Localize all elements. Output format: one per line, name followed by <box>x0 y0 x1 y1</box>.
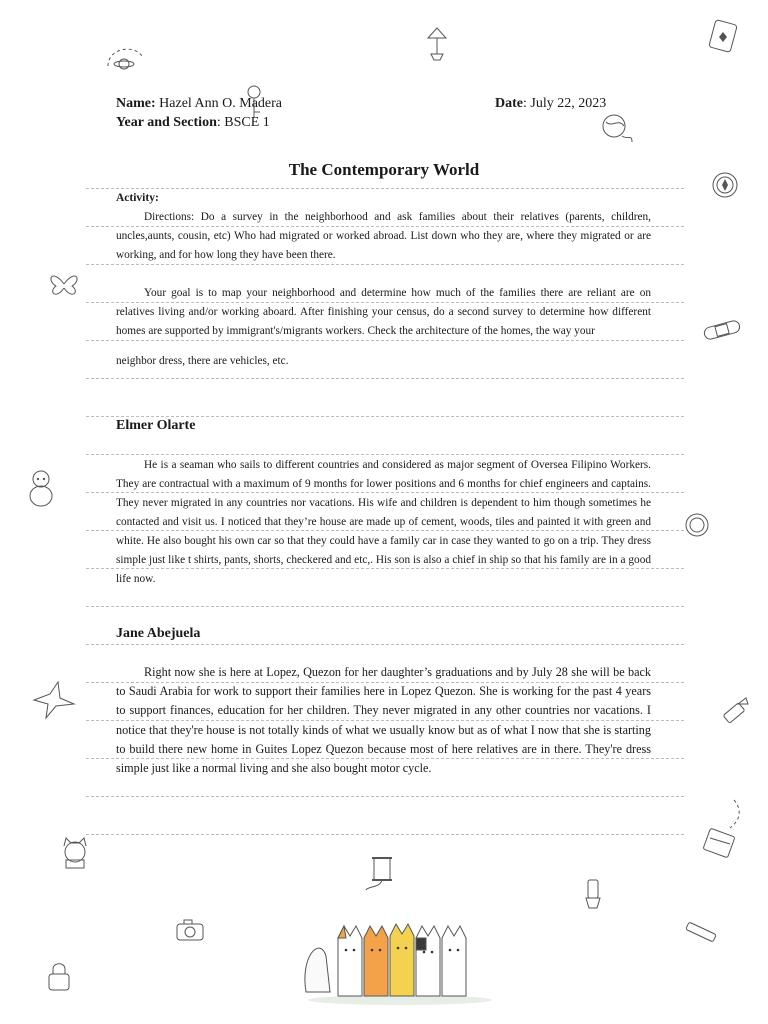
card-doodle-icon <box>704 18 744 54</box>
year-value: : BSCE 1 <box>216 115 270 130</box>
ruled-line <box>86 378 684 379</box>
yarn-doodle-icon <box>598 110 634 146</box>
lucky-cat-doodle-icon <box>58 834 92 870</box>
coin-doodle-icon <box>682 510 712 540</box>
flashlight-doodle-icon <box>578 876 608 912</box>
person-name-jane: Jane Abejuela <box>116 626 201 641</box>
person-paragraph-jane: Right now she is here at Lopez, Quezon for her daughter’s graduations and by July 28 she will be back to Saudi Arabia for work to support their families here in Lopez Quezon. She is working for the past 4 years to support finances, education for her children. They never migrated in any other countries nor vacations. I notice that they're house is not totally kinds of what we usually know but as of what I now that she is starting to build there new home in Guites Lopez Quezon because most of here relatives are in there. They're dress simple just like a normal living and she also bought motor cycle. <box>116 665 651 776</box>
document-title: The Contemporary World <box>288 160 480 179</box>
name-label: Name: <box>116 96 156 111</box>
padlock-doodle-icon <box>44 960 74 994</box>
compass-doodle-icon <box>708 168 742 202</box>
ruled-line <box>86 416 684 417</box>
ruled-line <box>86 454 684 455</box>
camera-doodle-icon <box>174 916 206 944</box>
activity-label: Activity: <box>116 192 159 204</box>
directions-paragraph: Directions: Do a survey in the neighborhood and ask families about their relatives (parents, children, uncles,aunts, cousin, etc) Who had migrated or worked abroad. List down who they are, where they migrated or are working, and for how long they have been there. <box>116 211 651 261</box>
origami-crane-doodle-icon <box>30 680 76 720</box>
butterfly-doodle-icon <box>44 266 84 302</box>
ruled-line <box>86 796 684 797</box>
goal-paragraph: Your goal is to map your neighborhood and determine how much of the families there are reliant are on relatives living and/or working aboard. After finishing your census, do a second survey to determine how different homes are supported by immigrant's/migrants workers. Check the architecture of the homes, the way your <box>116 287 651 337</box>
ruled-line <box>86 644 684 645</box>
planet-doodle-icon <box>100 44 150 74</box>
year-label: Year and Section <box>116 115 217 130</box>
bandage-doodle-icon <box>700 316 744 346</box>
key-doodle-icon <box>240 82 270 122</box>
ruled-line <box>86 834 684 835</box>
doll-doodle-icon <box>26 468 56 508</box>
ruled-line <box>86 606 684 607</box>
cats-illustration <box>300 916 500 1006</box>
submission-date <box>495 95 606 113</box>
lipstick-doodle-icon <box>716 694 752 730</box>
person-paragraph-elmer: He is a seaman who sails to different countries and considered as major segment of Oversea Filipino Workers. They are contractual with a maximum of 9 months for lower positions and 6 months for chief engineers and captains. They never migrated in any countries nor vacations. His wife and children is dependent to him though sometimes he contacted and visit us. I noticed that they’re house are made up of cement, woods, tiles and painted it with green and white. He also bought his own car so that they could have a family car in case they wanted to go on a trip. They dress simple just like t shirts, pants, shorts, checkered and etc,. His son is also a chief in ship so that his family are in a good life now. <box>116 459 651 585</box>
notepad-doodle-icon <box>700 798 744 864</box>
lamp-doodle-icon <box>422 24 452 64</box>
ruled-line <box>86 188 684 189</box>
comb-doodle-icon <box>682 920 720 950</box>
name-value: Hazel Ann O. Madera <box>155 96 282 111</box>
date-label: Date <box>495 96 523 111</box>
person-name-elmer: Elmer Olarte <box>116 418 196 433</box>
goal-paragraph-end: neighbor dress, there are vehicles, etc. <box>116 355 289 367</box>
date-value: : July 22, 2023 <box>523 96 607 111</box>
thread-spool-doodle-icon <box>364 852 400 892</box>
